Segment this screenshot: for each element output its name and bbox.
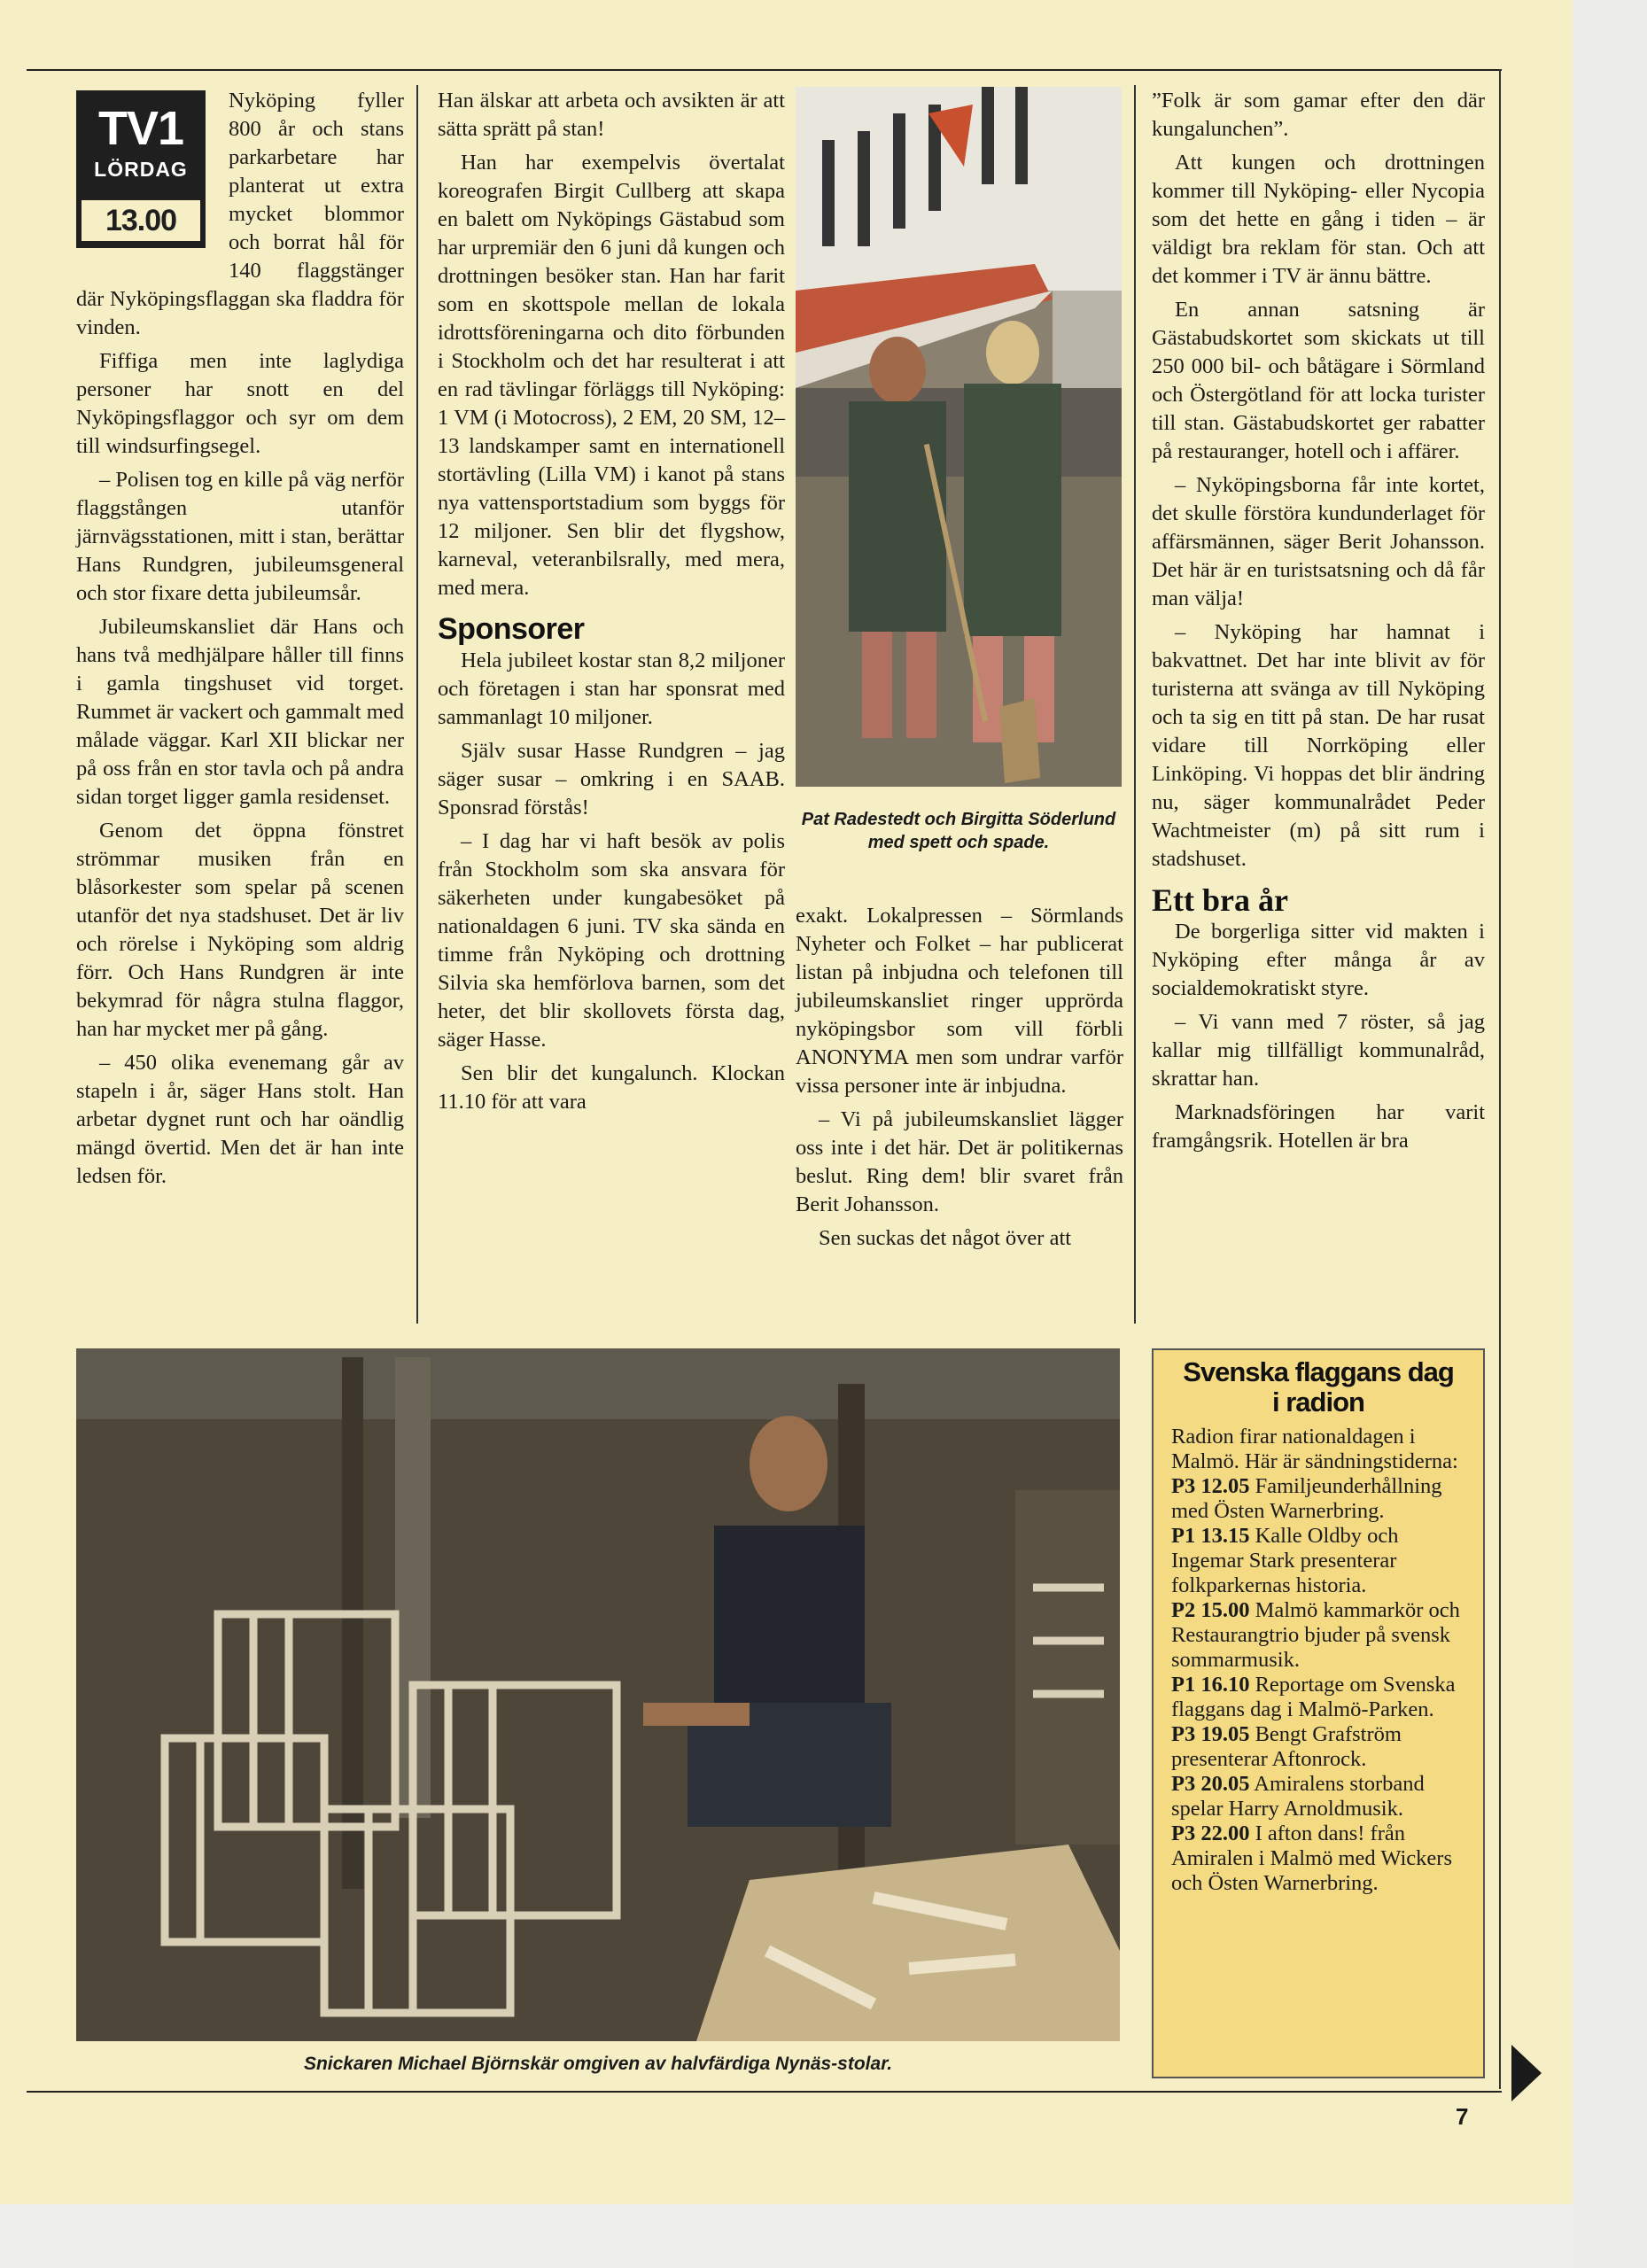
radio-channel: P3 bbox=[1171, 1722, 1196, 1746]
paragraph: Han har exempelvis övertalat koreografen Birgit Cullberg att skapa en balett om Nyköpings Gästabud som har urpremiär den 6 juni då kungen och drottningen besöker stan. Han har farit som en skottspole mellan de lokala idrottsföreningarna och dito förbunden i Stockholm och det har resulterat i att en rad tävlingar förläggs till Nyköping: 1 VM (i Motocross), 2 EM, 20 SM, 12–13 landskamper samt en internationell stortävling (Lilla VM) i kanot på stans nya vattensportstadium som byggs för 12 miljoner. Sen blir det flygshow, karneval, veteranbilsrally, med mera, med mera. bbox=[438, 151, 785, 600]
article-column-3 bbox=[796, 902, 1123, 1258]
radio-item bbox=[1171, 1673, 1467, 1722]
paragraph: – 450 olika evenemang går av stapeln i år, säger Hans stolt. Han arbetar dygnet runt och har oändlig mängd övertid. Men det är han inte ledsen för. bbox=[76, 1051, 404, 1188]
column-rule bbox=[1134, 85, 1136, 1324]
radio-channel: P1 bbox=[1171, 1673, 1196, 1697]
article-column-1 bbox=[76, 87, 404, 1196]
radio-desc: Familjeunderhållning med Östen Warnerbring. bbox=[1171, 1474, 1442, 1523]
paragraph: – Nyköping har hamnat i bakvattnet. Det har inte blivit av för turisterna att svänga av till Nyköping och ta sig en titt på stan. De har rusat vidare till Norrköping eller Linköping. Vi hoppas det blir ändring nu, säger kommunalrådet Peder Wachtmeister (m) på sitt rum i stadshuset. bbox=[1152, 620, 1485, 871]
paragraph: Hela jubileet kostar stan 8,2 miljoner och företagen i stan har sponsrat med sammanlagt 10 miljoner. bbox=[438, 649, 785, 729]
paragraph: Själv susar Hasse Rundgren – jag säger susar – omkring i en SAAB. Sponsrad förstås! bbox=[438, 739, 785, 819]
paragraph: Att kungen och drottningen kommer till Nyköping- eller Nycopia som det hette en gång i tiden – är väldigt bra reklam för stan. Och att det kommer i TV är ännu bättre. bbox=[1152, 151, 1485, 288]
paragraph: Nyköping fyller 800 år och stans parkarbetare har planterat ut extra mycket blommor och borrat hål för 140 flaggstänger där Nyköpingsflaggan ska fladdra för vinden. bbox=[76, 89, 404, 339]
radio-desc: Amiralens storband spelar Harry Arnoldmusik. bbox=[1171, 1772, 1425, 1821]
tv-channel: TV1 bbox=[97, 102, 184, 155]
photo-street-workers bbox=[796, 87, 1122, 787]
caption-carpenter: Snickaren Michael Björnskär omgiven av halvfärdiga Nynäs-stolar. bbox=[303, 2054, 893, 2074]
radio-item bbox=[1171, 1821, 1467, 1896]
radio-item bbox=[1171, 1524, 1467, 1598]
radio-desc: Malmö kammarkör och Restaurangtrio bjuder på svensk sommarmusik. bbox=[1171, 1598, 1460, 1672]
radio-time: 19.05 bbox=[1200, 1722, 1250, 1746]
photo-street-workers-image bbox=[796, 87, 1122, 787]
column-rule bbox=[416, 85, 418, 1324]
tv-time: 13.00 bbox=[82, 200, 200, 241]
article-column-2 bbox=[438, 87, 785, 1122]
radio-schedule-box bbox=[1152, 1348, 1485, 2078]
scan-margin bbox=[1573, 0, 1647, 2268]
photo-carpenter bbox=[76, 1348, 1120, 2041]
page-number: 7 bbox=[1456, 2103, 1469, 2130]
continue-arrow-icon bbox=[1511, 2045, 1542, 2101]
column-rule bbox=[1499, 69, 1501, 2089]
paragraph: Marknadsföringen har varit framgångsrik. Hotellen är bra bbox=[1152, 1100, 1485, 1153]
radio-time: 13.15 bbox=[1200, 1524, 1250, 1548]
radio-item bbox=[1171, 1722, 1467, 1772]
radio-desc: I afton dans! från Amiralen i Malmö med Wickers och Östen Warnerbring. bbox=[1171, 1821, 1452, 1895]
radio-desc: Kalle Oldby och Ingemar Stark presenterar folkparkernas historia. bbox=[1171, 1524, 1399, 1597]
paragraph: Sen suckas det något över att bbox=[819, 1226, 1072, 1250]
radio-time: 15.00 bbox=[1200, 1598, 1250, 1622]
radio-channel: P1 bbox=[1171, 1524, 1196, 1548]
paragraph: Jubileumskansliet där Hans och hans två medhjälpare håller till finns i gamla tingshuset vid torget. Rummet är vackert och gammalt med målade väggar. Karl XII blickar ner på oss från en stor tavla och på andra sidan torget ligger gamla residenset. bbox=[76, 615, 404, 809]
paragraph: En annan satsning är Gästabudskortet som skickats ut till 250 000 bil- och båtägare i Sörmland och Östergötland för att locka turister till stan. Gästabudskortet ger rabatter på restauranger, hotell och i affärer. bbox=[1152, 298, 1485, 463]
radio-channel: P3 bbox=[1171, 1821, 1196, 1845]
radio-time: 12.05 bbox=[1200, 1474, 1250, 1498]
paragraph: De borgerliga sitter vid makten i Nyköping efter många år av socialdemokratiskt styre. bbox=[1152, 920, 1485, 1000]
radio-item bbox=[1171, 1474, 1467, 1524]
paragraph: – I dag har vi haft besök av polis från Stockholm som ska ansvara för säkerheten under kungabesöket på nationaldagen 6 juni. TV ska sända en timme från Nyköping och drottning Silvia ska hemförlova barnen, som det heter, det blir skollovets första dag, säger Hasse. bbox=[438, 829, 785, 1052]
radio-box-body bbox=[1154, 1418, 1483, 1896]
caption-street-workers: Pat Radestedt och Birgitta Söderlund med spett och spade. bbox=[801, 810, 1116, 852]
photo-carpenter-image bbox=[76, 1348, 1120, 2041]
radio-channel: P3 bbox=[1171, 1772, 1196, 1796]
radio-desc: Reportage om Svenska flaggans dag i Malmö-Parken. bbox=[1171, 1673, 1456, 1721]
radio-channel: P2 bbox=[1171, 1598, 1196, 1622]
radio-item bbox=[1171, 1598, 1467, 1673]
paragraph: Sen blir det kungalunch. Klockan 11.10 för att vara bbox=[438, 1061, 785, 1114]
radio-time: 22.00 bbox=[1200, 1821, 1250, 1845]
subheading-ett-bra-ar: Ett bra år bbox=[1152, 882, 1288, 918]
radio-time: 20.05 bbox=[1200, 1772, 1250, 1796]
radio-time: 16.10 bbox=[1200, 1673, 1250, 1697]
radio-box-title-1: Svenska flaggans dag bbox=[1183, 1356, 1454, 1387]
paragraph: – Polisen tog en kille på väg nerför flaggstången utanför järnvägsstationen, mitt i stan, berättar Hans Rundgren, jubileumsgeneral och stor fixare detta jubileumsår. bbox=[76, 468, 404, 605]
radio-channel: P3 bbox=[1171, 1474, 1196, 1498]
paragraph: Fiffiga men inte laglydiga personer har snott en del Nyköpingsflaggor och syr om dem till windsurfingsegel. bbox=[76, 349, 404, 458]
radio-item bbox=[1171, 1772, 1467, 1821]
paragraph: ”Folk är som gamar efter den där kungalunchen”. bbox=[1152, 89, 1485, 141]
paragraph: Genom det öppna fönstret strömmar musiken från en blåsorkester som spelar på scenen utanför det nya stadshuset. Det är liv och rörelse i Nyköping som aldrig förr. Och Hans Rundgren är inte bekymrad för några stulna flaggor, han har mycket mer på gång. bbox=[76, 819, 404, 1041]
paragraph: – Nyköpingsborna får inte kortet, det skulle förstöra kundunderlaget för affärsmännen, säger Berit Johansson. Det här är en turistsatsning och då får man välja! bbox=[1152, 473, 1485, 610]
paragraph: – Vi på jubileumskansliet lägger oss inte i det här. Det är politikernas beslut. Ring dem! blir svaret från Berit Johansson. bbox=[796, 1107, 1123, 1216]
paragraph: – Vi vann med 7 röster, så jag kallar mig tillfälligt kommunalråd, skrattar han. bbox=[1152, 1010, 1485, 1091]
radio-lead: Radion firar nationaldagen i Malmö. Här är sändningstiderna: bbox=[1171, 1425, 1458, 1473]
tv-day: LÖRDAG bbox=[94, 158, 188, 181]
radio-box-title-2: i radion bbox=[1272, 1386, 1364, 1418]
subheading-sponsorer: Sponsorer bbox=[438, 612, 585, 646]
paragraph: exakt. Lokalpressen – Sörmlands Nyheter och Folket – har publicerat listan på inbjudna och telefonen till jubileumskansliet ringer upprörda nyköpingsbor som vill förbli ANONYMA men som undrar varför vissa personer inte är inbjudna. bbox=[796, 904, 1123, 1098]
radio-desc: Bengt Grafström presenterar Aftonrock. bbox=[1171, 1722, 1402, 1771]
article-column-4 bbox=[1152, 87, 1485, 1161]
paragraph: Han älskar att arbeta och avsikten är att sätta sprätt på stan! bbox=[438, 89, 785, 141]
